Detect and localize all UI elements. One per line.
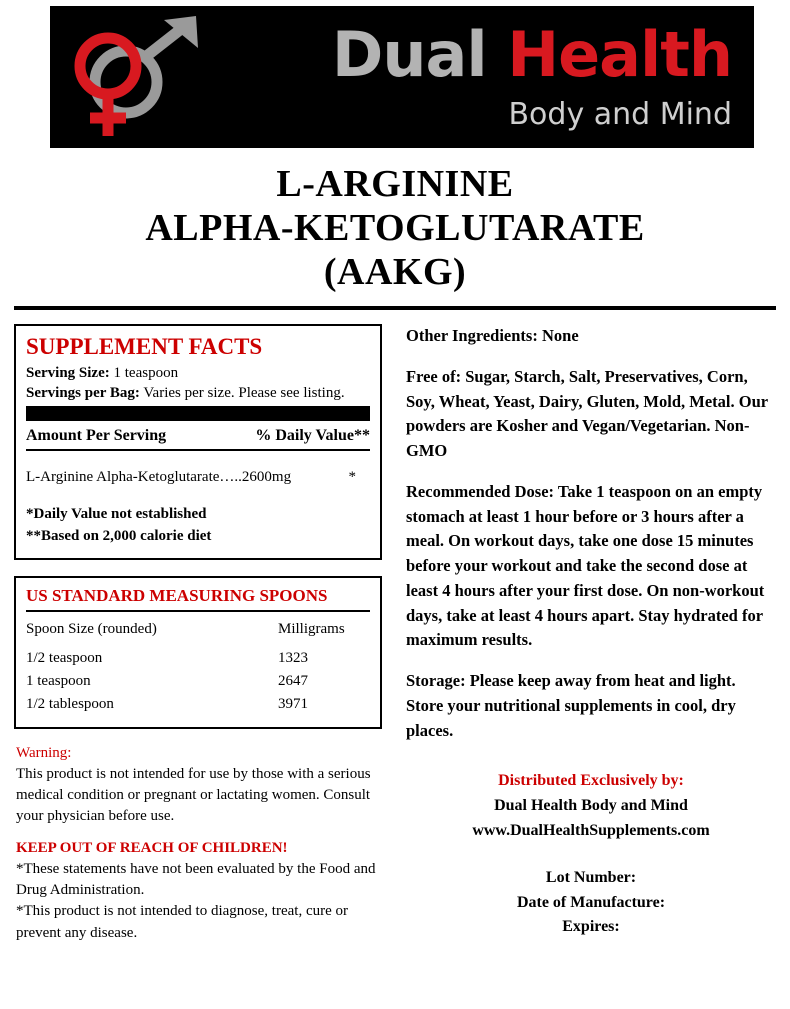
logo-container: [50, 6, 225, 148]
facts-table-header: [26, 425, 370, 449]
warning-spacer: [16, 828, 382, 838]
facts-footnote-2: **Based on 2,000 calorie diet: [26, 527, 212, 544]
spoon-mg-value: 2647: [278, 673, 308, 690]
measuring-spoons-header: [26, 618, 370, 647]
supplement-facts-title: SUPPLEMENT FACTS: [26, 334, 263, 360]
warning-body: This product is not intended for use by those with a serious medical condition or pregnant or lactating women. Consult your physician before use.: [16, 765, 371, 825]
male-female-gender-symbols-logo-icon: [64, 12, 214, 140]
lot-block: [406, 866, 776, 940]
ingredient-daily-value: *: [348, 469, 356, 486]
table-row: [26, 647, 370, 670]
table-row: [26, 670, 370, 693]
distributed-heading: Distributed Exclusively by:: [498, 772, 684, 790]
date-of-manufacture-label: Date of Manufacture:: [516, 893, 666, 911]
spoon-mg-value: 1323: [278, 649, 308, 666]
disease-disclaimer: *This product is not intended to diagnose, treat, cure or prevent any disease.: [16, 903, 348, 941]
brand-banner: [50, 6, 754, 148]
facts-header-divider: [26, 449, 370, 451]
warning-heading: Warning:: [16, 744, 72, 761]
table-row: [26, 693, 370, 716]
free-of-text: Free of: Sugar, Starch, Salt, Preservatives, Corn, Soy, Wheat, Yeast, Dairy, Gluten, Mold, Metal. Our powders are Kosher and Vegan/Vegetarian. Non-GMO: [406, 366, 768, 461]
product-title: [8, 162, 782, 294]
spoon-size-value: 1/2 teaspoon: [26, 649, 103, 666]
servings-per-bag-value: Varies per size. Please see listing.: [143, 384, 345, 401]
brand-tagline: Body and Mind: [508, 97, 732, 132]
expires-label: Expires:: [562, 918, 620, 936]
left-column: [14, 324, 382, 944]
spoon-mg-value: 3971: [278, 696, 308, 713]
keep-out-of-reach-heading: KEEP OUT OF REACH OF CHILDREN!: [16, 839, 288, 856]
product-title-line1: L-ARGININE: [276, 163, 514, 205]
servings-per-bag-label: Servings per Bag:: [26, 384, 140, 401]
measuring-spoons-panel: [14, 576, 382, 729]
milligrams-header: Milligrams: [278, 620, 345, 637]
other-ingredients-text: Other Ingredients: None: [406, 326, 579, 346]
spoon-size-value: 1/2 tablespoon: [26, 696, 114, 713]
facts-black-bar: [26, 406, 370, 421]
lot-number-label: Lot Number:: [545, 868, 637, 886]
daily-value-header: % Daily Value**: [255, 427, 370, 445]
brand-name-dual: Dual: [331, 18, 508, 91]
measuring-spoons-title: US STANDARD MEASURING SPOONS: [26, 586, 370, 612]
spoon-size-header: Spoon Size (rounded): [26, 620, 157, 637]
right-column: [400, 324, 776, 944]
label-body: [8, 324, 782, 944]
product-title-line2: ALPHA-KETOGLUTARATE: [145, 207, 645, 250]
serving-size-label: Serving Size:: [26, 365, 110, 382]
distributor-website[interactable]: www.DualHealthSupplements.com: [472, 822, 710, 840]
brand-text: [225, 18, 754, 132]
brand-name-health: Health: [507, 18, 732, 91]
recommended-dose-text: Recommended Dose: Take 1 teaspoon on an empty stomach at least 1 hour before or 3 hours after a meal. On workout days, take one dose 15 minutes before your workout and take the second dose at least 4 hours after your first dose. On non-workout days, take at least 4 hours apart. Stay hydrated for maximum results.: [406, 481, 765, 650]
facts-footnote-1: *Daily Value not established: [26, 506, 207, 523]
supplement-facts-panel: [14, 324, 382, 560]
amount-per-serving-header: Amount Per Serving: [26, 427, 167, 445]
storage-text: Storage: Please keep away from heat and light. Store your nutritional supplements in cool, dry places.: [406, 671, 736, 740]
serving-size-line: [26, 364, 370, 384]
brand-name: [225, 18, 732, 91]
distributor-name: Dual Health Body and Mind: [494, 797, 688, 815]
distributor-block: [406, 769, 776, 843]
servings-per-bag-line: [26, 384, 370, 404]
fda-disclaimer: *These statements have not been evaluated by the Food and Drug Administration.: [16, 860, 376, 898]
supplement-label-page: [0, 6, 790, 1009]
product-title-line3: (AAKG): [323, 251, 467, 294]
title-divider: [14, 306, 776, 310]
spoon-size-value: 1 teaspoon: [26, 673, 91, 690]
warning-section: [14, 743, 382, 944]
ingredient-name: L-Arginine Alpha-Ketoglutarate…..2600mg: [26, 469, 292, 486]
serving-size-value: 1 teaspoon: [113, 365, 179, 382]
table-row: [26, 463, 370, 504]
